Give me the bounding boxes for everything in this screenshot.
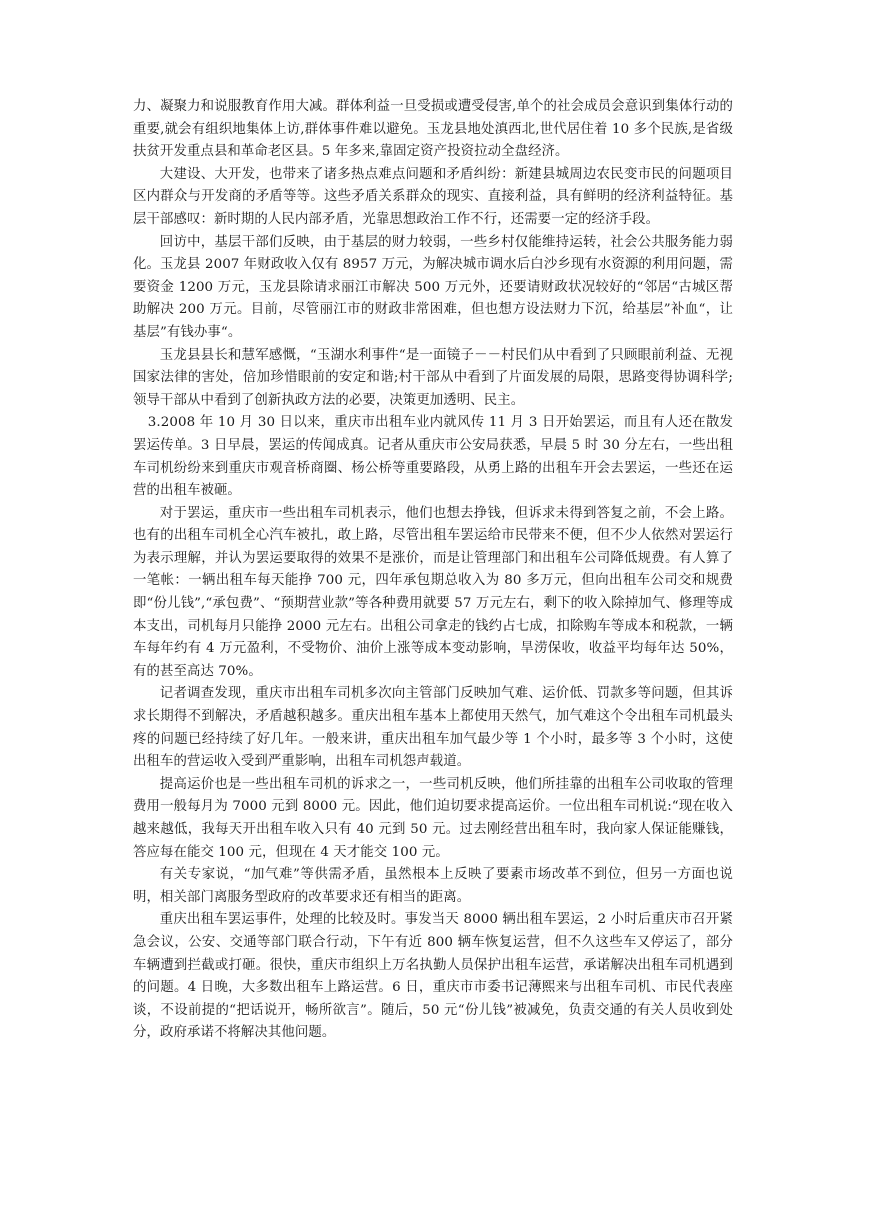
paragraph-county-head-quote: 玉龙县县长和慧军感慨，“玉湖水利事件“是一面镜子－－村民们从中看到了只顾眼前利益、无视国家法律的害处，倍加珍惜眼前的安定和谐;村干部从中看到了片面发展的局限，思路变得协调科学;领导干部从中看到了创新执政方法的必要，决策更加透明、民主。 bbox=[133, 347, 733, 408]
paragraph-reporter-investigation: 记者调查发现，重庆市出租车司机多次向主管部门反映加气难、运价低、罚款多等问题，但其诉求长期得不到解决，矛盾越积越多。重庆出租车基本上都使用天然气，加气难这个令出租车司机最头疼的问题已经持续了好几年。一般来讲，重庆出租车加气最少等 1 个小时，最多等 3 个小时，这使出租车的营运收入受到严重影响，出租车司机怨声载道。 bbox=[133, 686, 733, 770]
paragraph-expert-opinion: 有关专家说，“加气难”等供需矛盾，虽然根本上反映了要素市场改革不到位，但另一方面也说明，相关部门离服务型政府的改革要求还有相当的距离。 bbox=[133, 867, 733, 905]
paragraph-strike-handling: 重庆出租车罢运事件，处理的比较及时。事发当天 8000 辆出租车罢运，2 小时后重庆市召开紧急会议，公安、交通等部门联合行动，下午有近 800 辆车恢复运营，但不久这些车又停运了，部分车辆遭到拦截或打砸。很快，重庆市组织上万名执勤人员保护出租车运营，承诺解决出租车司机遇到的问题。4 日晚，大多数出租车上路运营。6 日，重庆市市委书记薄熙来与出租车司机、市民代表座谈，不设前提的“把话说开，畅所欲言”。随后，50 元“份儿钱”被减免，负责交通的有关人员收到处分，政府承诺不将解决其他问题。 bbox=[133, 912, 733, 1041]
paragraph-development-conflicts: 大建设、大开发，也带来了诸多热点难点问题和矛盾纠纷：新建县城周边农民变市民的问题项目区内群众与开发商的矛盾等等。这些矛盾关系群众的现实、直接利益，具有鲜明的经济利益特征。基层干部感叹：新时期的人民内部矛盾，光靠思想政治工作不行，还需要一定的经济手段。 bbox=[133, 166, 733, 227]
document-page bbox=[133, 96, 733, 1045]
paragraph-revisit-finance: 回访中，基层干部们反映，由于基层的财力较弱，一些乡村仅能维持运转，社会公共服务能力弱化。玉龙县 2007 年财政收入仅有 8957 万元，为解决城市调水后白沙乡现有水资源的利用问题，需要资金 1200 万元，玉龙县除请求丽江市解决 500 万元外，还要请财政状况较好的“邻居“古城区帮助解决 200 万元。目前，尽管丽江市的财政非常困难，但也想方设法财力下沉，给基层”补血“，让基层”有钱办事“。 bbox=[133, 234, 733, 340]
paragraph-fare-increase: 提高运价也是一些出租车司机的诉求之一，一些司机反映，他们所挂靠的出租车公司收取的管理费用一般每月为 7000 元到 8000 元。因此，他们迫切要求提高运价。一位出租车司机说:“现在收入越来越低，我每天开出租车收入只有 40 元到 50 元。过去刚经营出租车时，我向家人保证能赚钱，答应每在能交 100 元，但现在 4 天才能交 100 元。 bbox=[133, 776, 733, 860]
paragraph-chongqing-strike-intro: 3.2008 年 10 月 30 日以来，重庆市出租车业内就风传 11 月 3 日开始罢运，而且有人还在散发罢运传单。3 日早晨，罢运的传闻成真。记者从重庆市公安局获悉，早晨 5 时 30 分左右，一些出租车司机纷纷来到重庆市观音桥商圈、杨公桥等重要路段，从勇上路的出租车开会去罢运，一些还在运营的出租车被砸。 bbox=[133, 415, 733, 499]
paragraph-driver-demands: 对于罢运，重庆市一些出租车司机表示，他们也想去挣钱，但诉求未得到答复之前，不会上路。也有的出租车司机全心汽车被扎，敢上路，尽管出租车罢运给市民带来不便，但不少人依然对罢运行为表示理解，并认为罢运要取得的效果不是涨价，而是让管理部门和出租车公司降低规费。有人算了一笔帐：一辆出租车每天能挣 700 元，四年承包期总收入为 80 多万元，但向出租车公司交和规费即“份儿钱”,“承包费”、“预期营业款”等各种费用就要 57 万元左右，剩下的收入除掉加气、修理等成本支出，司机每月只能挣 2000 元左右。出租公司拿走的钱约占七成，扣除购车等成本和税款，一辆车每年约有 4 万元盈利，不受物价、油价上涨等成本变动影响，旱涝保收，收益平均每年达 50%，有的甚至高达 70%。 bbox=[133, 505, 733, 679]
paragraph-continuation: 力、凝聚力和说服教育作用大减。群体利益一旦受损或遭受侵害,单个的社会成员会意识到集体行动的重要,就会有组织地集体上访,群体事件难以避免。玉龙县地处滇西北,世代居住着 10 多个民族,是省级扶贫开发重点县和革命老区县。5 年多来,靠固定资产投资拉动全盘经济。 bbox=[133, 99, 733, 160]
